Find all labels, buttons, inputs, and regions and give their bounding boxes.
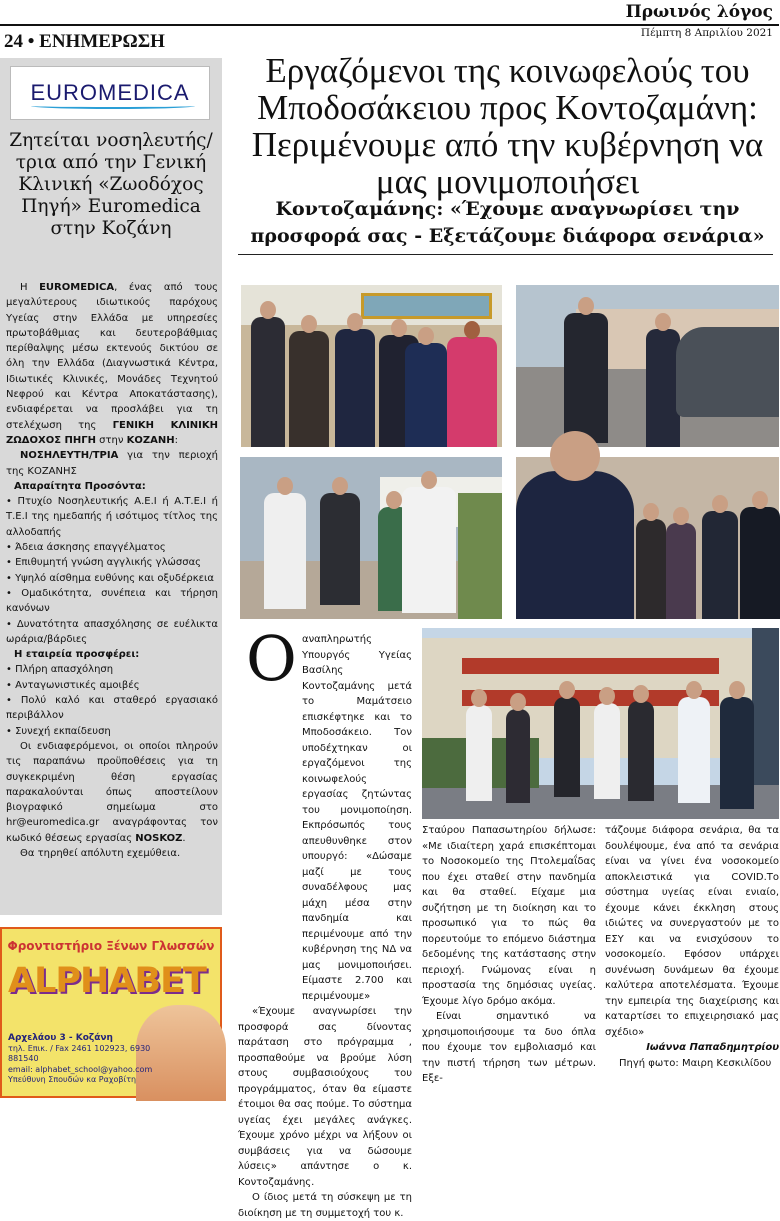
article-column-1 [238,632,412,1221]
issue-date: Πέμπτη 8 Απριλίου 2021 [640,27,773,39]
list-item: • Πτυχίο Νοσηλευτικής Α.Ε.Ι ή Α.Τ.Ε.Ι ή Τ.Ε.Ι της ημεδαπής ή ισότιμος τίτλος της αλλοδαπής [6,494,218,540]
page-section-label: 24 • ΕΝΗΜΕΡΩΣΗ [4,31,165,52]
list-item: • Ανταγωνιστικές αμοιβές [6,678,218,693]
school-logo: ALPHABET [8,961,206,1001]
ad-position: ΝΟΣΗΛΕΥΤΗ/ΤΡΙΑ για την περιοχή της ΚΟΖΑΝΗΣ [6,450,218,477]
list-item: • Πλήρη απασχόληση [6,662,218,677]
headline-divider [238,254,773,255]
requirements-title: Απαραίτητα Προσόντα: [14,480,146,492]
article-paragraph: Ο ίδιος μετά τη σύσκεψη με τη διοίκηση με τη συμμετοχή του κ. [238,1192,412,1219]
list-item: • Άδεια άσκησης επαγγέλματος [6,540,218,555]
offers-title: Η εταιρεία προσφέρει: [14,649,140,661]
article-paragraph: Σταύρου Παπασωτηρίου δήλωσε: «Με ιδιαίτερη χαρά επισκέπτομαι το Νοσοκομείο της Πτολεμαΐδας που έχει σταθεί στην πανδημία και θα σταθεί. Είχαμε μια συζήτηση με τη διοίκηση και το προσωπικό για το πώς θα πορευτούμε το επόμενο διάστημα δεδομένης της κατάστασης στην περιοχή. Γνώμονας είναι η προστασία της δημόσιας υγείας. Έχουμε λίγο δρόμο ακόμα. [422,825,596,1007]
photo-credit: Πηγή φωτο: Μαιρη Κεσκιλίδου [619,1057,772,1069]
list-item: • Πολύ καλό και σταθερό εργασιακό περιβάλλον [6,693,218,724]
list-item: • Συνεχή εκπαίδευση [6,724,218,739]
photo-closeup-meeting [516,457,779,619]
ad-headline: Ζητείται νοσηλευτής/τρια από την Γενική Κλινική «Ζωοδόχος Πηγή» Euromedica στην Κοζάνη [9,130,213,239]
euromedica-logo: EUROMEDICA [10,66,210,120]
article-column-2 [422,823,596,1087]
ad-apply: Οι ενδιαφερόμενοι, οι οποίοι πληρούν τις παραπάνω προϋποθέσεις για τη συγκεκριμένη θέση εργασίας παρακαλούνται όπως αποστείλουν βιογραφικό σημείωμα στο hr@euromedica.gr αναγράφοντας τον κωδικό θέσεως εργασίας NOSKOZ. [6,740,218,844]
article-subheadline: Κοντοζαμάνης: «Έχουμε αναγνωρίσει την προσφορά σας - Εξετάζουμε διάφορα σενάρια» [250,198,765,247]
article-headline: Εργαζόμενοι της κοινωφελούς του Μποδοσάκειου προς Κοντοζαμάνη: Περιμένουμε από την κυβέρνηση να μας μονιμοποιήσει [251,51,764,201]
list-item: • Ομαδικότητα, συνέπεια και τήρηση κανόνων [6,586,218,617]
article-author: Ιωάννα Παπαδημητρίου [646,1042,779,1053]
article-paragraph: τάζουμε διάφορα σενάρια, θα τα δουλέψουμε, ένα από τα σενάρια είναι να γίνει ένα νοσοκομείο αποκλειστικά για COVID.Το σύστημα υγείας είναι ενιαίο, έχουμε κάνει έκκληση στους ιδιώτες να συνεργαστούν με το ΕΣΥ και να ενισχύσουν το νοσοκομείο. Εφόσον υπάρχει συνένωση δυνάμεων θα έχουμε καλύτερα αποτελέσματα. Έχουμε την εμπειρία της διαχείρισης και καταρτίσει το επιχειρησιακό μας σχέδιο» [605,825,779,1038]
photo-hospital-entrance [422,628,779,819]
ad-body [6,280,218,861]
list-item: • Δυνατότητα απασχόλησης σε ευέλικτα ωράρια/βάρδιες [6,617,218,648]
ad-confidential: Θα τηρηθεί απόλυτη εχεμύθεια. [20,847,181,859]
photo-walking-outside [516,285,779,447]
school-title: Φροντιστήριο Ξένων Γλωσσών [7,939,215,953]
list-item: • Επιθυμητή γνώση αγγλικής γλώσσας [6,555,218,570]
newspaper-name: Πρωινός λόγος [625,2,773,22]
logo-swoosh-icon [31,103,195,109]
article-lead: αναπληρωτής Υπουργός Υγείας Βασίλης Κοντοζαμάνης μετά το Μαμάτσειο επισκέφτηκε και το Μποδοσάκειο. Τον υποδέχτηκαν οι εργαζόμενοι της κοινωφελούς εργασίας ζητώντας του μονιμοποίηση. Εκπρόσωπός τους απευθυνθηκε στον υπουργό: «Δώσαμε μαζί με τους συναδέλφους μας μάχη μέσα στην πανδημία και περιμένουμε από την κυβέρνηση της ΝΔ να μας μονιμοποιήσει. Είμαστε 2.700 και περιμένουμε» [302,634,412,1002]
article-paragraph: «Έχουμε αναγνωρίσει την προσφορά σας δίνοντας παράταση στο πρόγραμμα , προσπαθούμε να βρούμε λύση στους συμβασιούχους του προγράμματος, όταν θα είμαστε έτοιμοι θα σας πούμε. Το σύστημα υγείας έχει μεγάλες ανάγκες. Έχουμε χρόνο μέχρι να λήξουν οι συμβάσεις για να δώσουμε λύσεις» απάντησε ο κ. Κοντοζαμάνης. [238,1006,412,1188]
article-column-3 [605,823,779,1071]
recruitment-ad [0,58,222,915]
masthead-divider [0,24,779,26]
ad-intro: Η EUROMEDICA, ένας από τους μεγαλύτερους ιδιωτικούς παρόχους Υγείας στην Ελλάδα με υπηρεσίες πρωτοβάθμιας και δευτεροβάθμιας περίθαλψης μέσω εκτενούς δικτύου σε όλη την Ελλάδα (Διαγνωστικά Κέντρα, Ιδιωτικές Κλινικές, Μονάδες Τεχνητού Νεφρού και Κέντρα Αποκατάστασης), ενδιαφέρεται να προσλάβει για τη στελέχωση της ΓΕΝΙΚΗ ΚΛΙΝΙΚΗ ΖΩΔΟΧΟΣ ΠΗΓΗ στην ΚΟΖΑΝΗ: [6,282,218,446]
photo-group-indoor [241,285,502,447]
school-contact: Αρχελάου 3 - Κοζάνη τηλ. Επικ. / Fax 2461 102923, 6930 881540 email: alphabet_school@yahoo.com Υπεύθυνη Σπουδών κα Ραχοβίτη [8,1033,153,1084]
list-item: • Υψηλό αίσθημα ευθύνης και οξυδέρκεια [6,571,218,586]
language-school-ad [0,927,222,1098]
photo-group-courtyard [240,457,502,619]
drop-cap: Ο [246,622,297,695]
article-paragraph: Είναι σημαντικό να χρησιμοποιήσουμε τα δυο όπλα που έχουμε τον εμβολιασμό και την πιστή τήρηση των μέτρων. Εξε- [422,1011,596,1084]
